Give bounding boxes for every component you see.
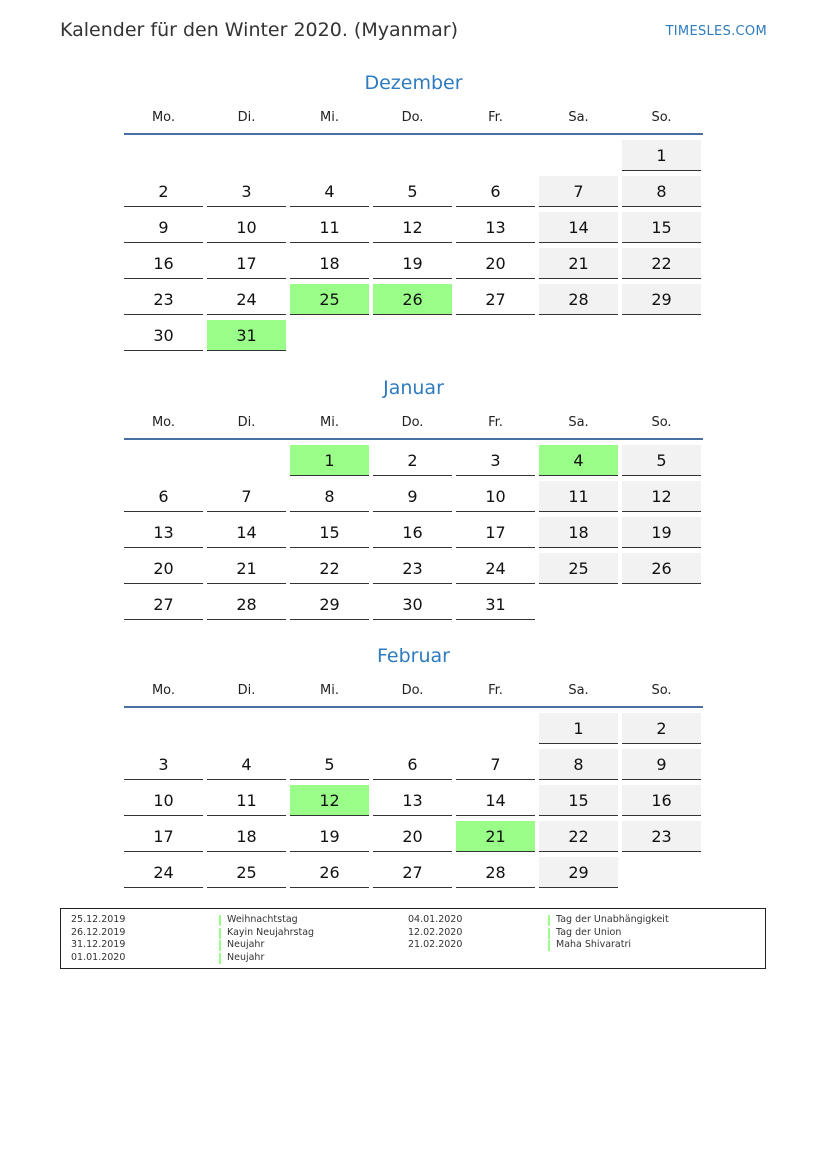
- day-cell: 2: [622, 713, 701, 744]
- empty-cell: [373, 320, 452, 351]
- day-cell: 26: [622, 553, 701, 584]
- day-cell: 18: [539, 517, 618, 548]
- day-cell: 21: [539, 248, 618, 279]
- day-cell: 18: [207, 821, 286, 852]
- empty-cell: [539, 140, 618, 171]
- legend-date: 01.01.2020: [71, 952, 126, 963]
- day-cell: 29: [290, 589, 369, 620]
- weekday-label: Sa.: [568, 414, 589, 430]
- brand-link[interactable]: TIMESLES.COM: [665, 24, 767, 39]
- day-cell: 31: [456, 589, 535, 620]
- day-cell: 17: [456, 517, 535, 548]
- weekday-label: Di.: [237, 414, 256, 430]
- day-cell: 5: [290, 749, 369, 780]
- day-cell: 1: [622, 140, 701, 171]
- empty-cell: [456, 320, 535, 351]
- weekday-label: Fr.: [488, 109, 503, 125]
- day-cell: 13: [456, 212, 535, 243]
- legend-item: [71, 914, 125, 927]
- day-cell: 15: [290, 517, 369, 548]
- day-cell: 8: [539, 749, 618, 780]
- day-cell: 22: [539, 821, 618, 852]
- month-december: [124, 68, 703, 351]
- day-grid: [124, 713, 703, 888]
- empty-cell: [124, 140, 203, 171]
- day-cell: 10: [207, 212, 286, 243]
- day-cell: 26: [373, 284, 452, 315]
- legend-date: 25.12.2019: [71, 914, 126, 925]
- header-rule: [124, 133, 703, 135]
- legend-date: 04.01.2020: [408, 914, 463, 925]
- empty-cell: [290, 320, 369, 351]
- day-cell: 23: [622, 821, 701, 852]
- weekday-label: So.: [651, 109, 672, 125]
- weekday-label: Sa.: [568, 682, 589, 698]
- day-cell: 9: [373, 481, 452, 512]
- page-title: Kalender für den Winter 2020. (Myanmar): [60, 19, 459, 41]
- day-cell: 12: [622, 481, 701, 512]
- weekday-label: Mo.: [151, 414, 176, 430]
- day-cell: 8: [290, 481, 369, 512]
- day-cell: 22: [622, 248, 701, 279]
- day-cell: 5: [622, 445, 701, 476]
- legend-date: 21.02.2020: [408, 939, 463, 950]
- legend-marker: [219, 915, 221, 926]
- day-cell: 4: [539, 445, 618, 476]
- weekday-label: Fr.: [488, 414, 503, 430]
- day-grid: [124, 445, 703, 620]
- day-cell: 11: [539, 481, 618, 512]
- day-cell: 3: [124, 749, 203, 780]
- day-cell: 9: [124, 212, 203, 243]
- legend-name: Tag der Union: [556, 927, 622, 938]
- empty-cell: [622, 320, 701, 351]
- header-rule: [124, 706, 703, 708]
- day-cell: 30: [124, 320, 203, 351]
- day-cell: 2: [373, 445, 452, 476]
- day-cell: 20: [124, 553, 203, 584]
- day-cell: 4: [207, 749, 286, 780]
- weekday-label: Mi.: [320, 682, 339, 698]
- day-cell: 25: [290, 284, 369, 315]
- day-cell: 27: [456, 284, 535, 315]
- day-cell: 7: [456, 749, 535, 780]
- day-cell: 12: [290, 785, 369, 816]
- day-cell: 5: [373, 176, 452, 207]
- empty-cell: [539, 320, 618, 351]
- day-cell: 6: [456, 176, 535, 207]
- weekday-label: Do.: [401, 109, 424, 125]
- day-cell: 24: [124, 857, 203, 888]
- day-cell: 28: [207, 589, 286, 620]
- weekday-header: [124, 407, 703, 437]
- legend-marker: [548, 928, 550, 939]
- legend-marker: [219, 928, 221, 939]
- empty-cell: [290, 140, 369, 171]
- day-cell: 3: [456, 445, 535, 476]
- weekday-label: Di.: [237, 682, 256, 698]
- day-cell: 1: [539, 713, 618, 744]
- weekday-label: Di.: [237, 109, 256, 125]
- day-cell: 14: [539, 212, 618, 243]
- day-cell: 27: [124, 589, 203, 620]
- day-cell: 10: [456, 481, 535, 512]
- legend-name: Tag der Unabhängigkeit: [556, 914, 669, 925]
- empty-cell: [622, 857, 701, 888]
- empty-cell: [622, 589, 701, 620]
- day-cell: 11: [290, 212, 369, 243]
- day-cell: 27: [373, 857, 452, 888]
- day-cell: 26: [290, 857, 369, 888]
- empty-cell: [207, 445, 286, 476]
- day-cell: 7: [539, 176, 618, 207]
- legend-name: Neujahr: [227, 952, 265, 963]
- day-cell: 3: [207, 176, 286, 207]
- legend-marker: [548, 940, 550, 951]
- day-cell: 17: [207, 248, 286, 279]
- day-cell: 6: [373, 749, 452, 780]
- weekday-label: Mi.: [320, 109, 339, 125]
- empty-cell: [456, 713, 535, 744]
- day-cell: 28: [456, 857, 535, 888]
- weekday-label: Do.: [401, 414, 424, 430]
- day-cell: 17: [124, 821, 203, 852]
- day-cell: 19: [290, 821, 369, 852]
- empty-cell: [373, 140, 452, 171]
- day-cell: 16: [124, 248, 203, 279]
- day-cell: 19: [373, 248, 452, 279]
- day-cell: 1: [290, 445, 369, 476]
- day-cell: 29: [622, 284, 701, 315]
- empty-cell: [124, 445, 203, 476]
- empty-cell: [207, 713, 286, 744]
- day-cell: 25: [207, 857, 286, 888]
- holiday-legend: [60, 908, 766, 969]
- day-cell: 6: [124, 481, 203, 512]
- empty-cell: [124, 713, 203, 744]
- day-cell: 13: [124, 517, 203, 548]
- weekday-label: So.: [651, 682, 672, 698]
- day-cell: 24: [207, 284, 286, 315]
- weekday-label: Sa.: [568, 109, 589, 125]
- day-cell: 7: [207, 481, 286, 512]
- day-cell: 31: [207, 320, 286, 351]
- day-cell: 13: [373, 785, 452, 816]
- header-rule: [124, 438, 703, 440]
- day-cell: 2: [124, 176, 203, 207]
- month-title: Januar: [383, 377, 444, 399]
- weekday-label: Do.: [401, 682, 424, 698]
- day-cell: 25: [539, 553, 618, 584]
- day-cell: 23: [373, 553, 452, 584]
- weekday-header: [124, 675, 703, 705]
- day-cell: 15: [622, 212, 701, 243]
- month-title: Februar: [377, 645, 450, 667]
- day-cell: 8: [622, 176, 701, 207]
- empty-cell: [290, 713, 369, 744]
- legend-date: 26.12.2019: [71, 927, 126, 938]
- weekday-label: So.: [651, 414, 672, 430]
- day-cell: 11: [207, 785, 286, 816]
- day-cell: 20: [373, 821, 452, 852]
- day-cell: 9: [622, 749, 701, 780]
- empty-cell: [539, 589, 618, 620]
- weekday-header: [124, 102, 703, 132]
- legend-marker: [219, 940, 221, 951]
- day-cell: 30: [373, 589, 452, 620]
- day-cell: 28: [539, 284, 618, 315]
- day-cell: 4: [290, 176, 369, 207]
- day-cell: 18: [290, 248, 369, 279]
- day-cell: 10: [124, 785, 203, 816]
- day-cell: 15: [539, 785, 618, 816]
- day-cell: 14: [456, 785, 535, 816]
- month-february: [124, 641, 703, 888]
- weekday-label: Mo.: [151, 109, 176, 125]
- empty-cell: [373, 713, 452, 744]
- day-cell: 22: [290, 553, 369, 584]
- day-cell: 16: [373, 517, 452, 548]
- legend-date: 12.02.2020: [408, 927, 463, 938]
- day-cell: 19: [622, 517, 701, 548]
- weekday-label: Mo.: [151, 682, 176, 698]
- day-cell: 21: [456, 821, 535, 852]
- empty-cell: [456, 140, 535, 171]
- legend-marker: [548, 915, 550, 926]
- weekday-label: Fr.: [488, 682, 503, 698]
- day-cell: 23: [124, 284, 203, 315]
- day-cell: 29: [539, 857, 618, 888]
- month-january: [124, 373, 703, 620]
- day-cell: 21: [207, 553, 286, 584]
- day-cell: 20: [456, 248, 535, 279]
- legend-name: Kayin Neujahrstag: [227, 927, 315, 938]
- day-cell: 14: [207, 517, 286, 548]
- day-grid: [124, 140, 703, 351]
- legend-name: Maha Shivaratri: [556, 939, 632, 950]
- empty-cell: [207, 140, 286, 171]
- legend-marker: [219, 953, 221, 964]
- month-title: Dezember: [364, 72, 463, 94]
- day-cell: 24: [456, 553, 535, 584]
- legend-name: Neujahr: [227, 939, 265, 950]
- weekday-label: Mi.: [320, 414, 339, 430]
- legend-date: 31.12.2019: [71, 939, 126, 950]
- day-cell: 12: [373, 212, 452, 243]
- day-cell: 16: [622, 785, 701, 816]
- legend-name: Weihnachtstag: [227, 914, 298, 925]
